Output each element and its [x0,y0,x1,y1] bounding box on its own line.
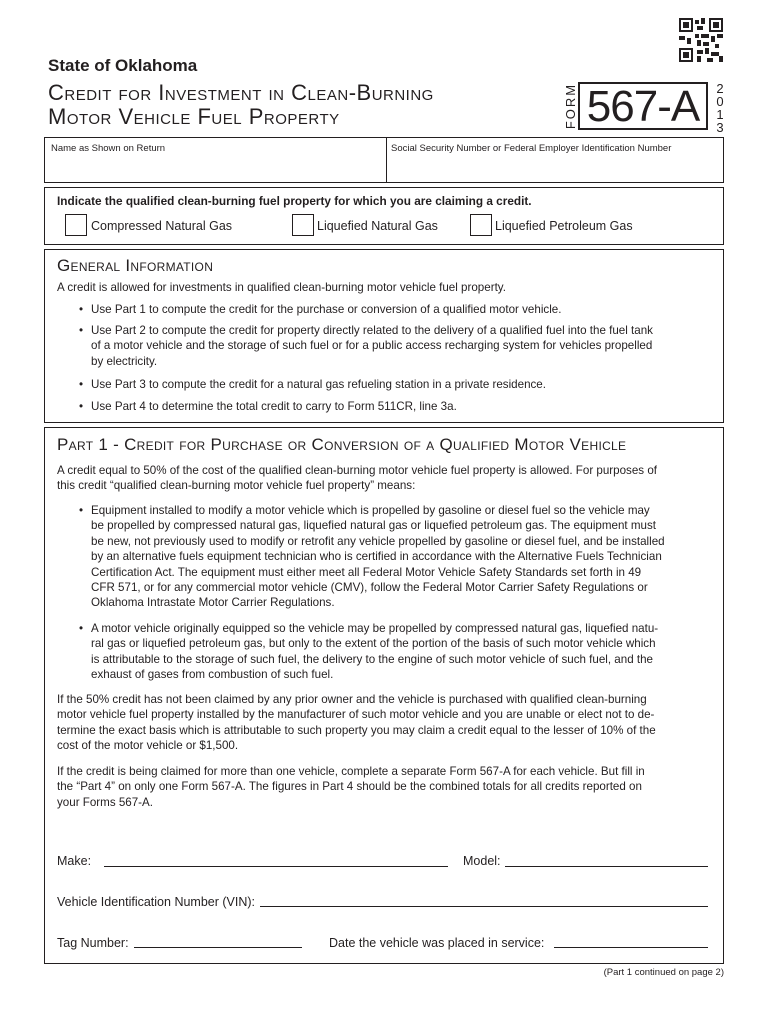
list-item: • A motor vehicle originally equipped so the vehicle may be propelled by compressed natural gas, liquefied natu- ral gas or liquefied petroleum gas, but only to the extent of the portion of the basis of such motor vehicle which is attributable to the storage of such fuel, the delivery to the engine of such motor vehicle of such fuel, and the exhaust of gases from combustion of such fuel. [79,622,659,682]
lpg-label: Liquefied Petroleum Gas [495,219,633,233]
form-label: FORM [563,82,578,130]
ssn-field-label: Social Security Number or Federal Employer Identification Number [391,143,672,154]
service-date-label: Date the vehicle was placed in service: [329,936,545,950]
general-information-section: General Information A credit is allowed for investments in qualified clean-burning motor vehicle fuel property. • Use Part 1 to compute the credit for the purchase or conversion of a qualified motor vehicle. • Use Part 2 to compute the credit for property directly related to the delivery of a qualified fuel into the fuel tank of a motor vehicle and the storage of such fuel or for a public access recharging system for vehicles propelled by electricity. • Use Part 3 to compute the credit for a natural gas refueling station in a private residence. • Use Part 4 to determine the total credit to carry to Form 511CR, line 3a. [44,249,724,423]
general-information-title: General Information [57,256,214,275]
cng-label: Compressed Natural Gas [91,219,233,233]
part-1-title: Part 1 - Credit for Purchase or Conversion of a Qualified Motor Vehicle [57,435,627,454]
model-label: Model: [463,854,501,868]
general-intro: A credit is allowed for investments in qualified clean-burning motor vehicle fuel property. [57,281,506,294]
part-1-section [44,427,724,964]
ssn-field[interactable] [387,138,723,182]
fuel-property-prompt: Indicate the qualified clean-burning fuel property for which you are claiming a credit. [57,194,532,208]
lpg-checkbox[interactable] [470,214,492,236]
model-field[interactable] [505,866,708,867]
tag-number-label: Tag Number: [57,936,129,950]
vin-field[interactable] [260,906,708,907]
vin-label: Vehicle Identification Number (VIN): [57,895,256,909]
list-item: • Use Part 2 to compute the credit for property directly related to the delivery of a qualified fuel into the fuel tank of a motor vehicle and the storage of such fuel or for a public access recharging system for vehicles propelled by electricity. [79,324,653,368]
lng-label: Liquefied Natural Gas [317,219,438,233]
year-digit: 2 [716,81,724,96]
name-field-label: Name as Shown on Return [51,143,166,154]
taxpayer-id-box [44,137,724,183]
year-digit: 0 [716,94,724,109]
tag-number-field[interactable] [134,947,302,948]
form-title-line-2: Motor Vehicle Fuel Property [48,104,340,129]
part-1-paragraph-2: If the 50% credit has not been claimed by any prior owner and the vehicle is purchased with qualified clean-burning motor vehicle fuel property installed by the manufacturer of such motor vehicle and you are unable or elect not to de- termine the exact basis which is attributable to such property you may claim a credit equal to the lesser of 10% of the cost of the motor vehicle or $1,500. [57,693,656,753]
continued-note: (Part 1 continued on page 2) [603,967,724,978]
part-1-paragraph-3: If the credit is being claimed for more than one vehicle, complete a separate Form 567-A for each vehicle. But fill in the “Part 4” on only one Form 567-A. The figures in Part 4 should be the combined totals for all credits reported on your Forms 567-A. [57,765,645,809]
form-year [714,82,726,134]
form-number: 567-A [578,82,708,130]
name-field[interactable] [45,138,386,182]
lng-checkbox[interactable] [292,214,314,236]
year-digit: 3 [716,120,724,135]
list-item: • Equipment installed to modify a motor vehicle which is propelled by gasoline or diesel fuel so the vehicle may be propelled by compressed natural gas, liquefied natural gas or liquefied petroleum gas. The equipment must be new, not previously used to modify or retrofit any vehicle propelled by gasoline or diesel fuel, and be installed by an alternative fuels equipment technician who is certified in accordance with the Alternative Fuels Technician Certification Act. The equipment must either meet all Federal Motor Vehicle Safety Standards set forth in 49 CFR 571, or for any commercial motor vehicle (CMV), follow the Federal Motor Carrier Safety Regulations or Oklahoma Intrastate Motor Carrier Regulations. [79,504,665,610]
part-1-intro: A credit equal to 50% of the cost of the qualified clean-burning motor vehicle fuel property is allowed. For purposes of this credit “qualified clean-burning motor vehicle fuel property” means: [57,464,657,493]
make-label: Make: [57,854,92,868]
form-title-line-1: Credit for Investment in Clean-Burning [48,80,434,105]
cng-checkbox[interactable] [65,214,87,236]
make-field[interactable] [104,866,448,867]
year-digit: 1 [716,107,724,122]
qr-code-icon [679,18,723,62]
state-name: State of Oklahoma [48,56,198,75]
service-date-field[interactable] [554,947,708,948]
fuel-property-selection [44,187,724,245]
